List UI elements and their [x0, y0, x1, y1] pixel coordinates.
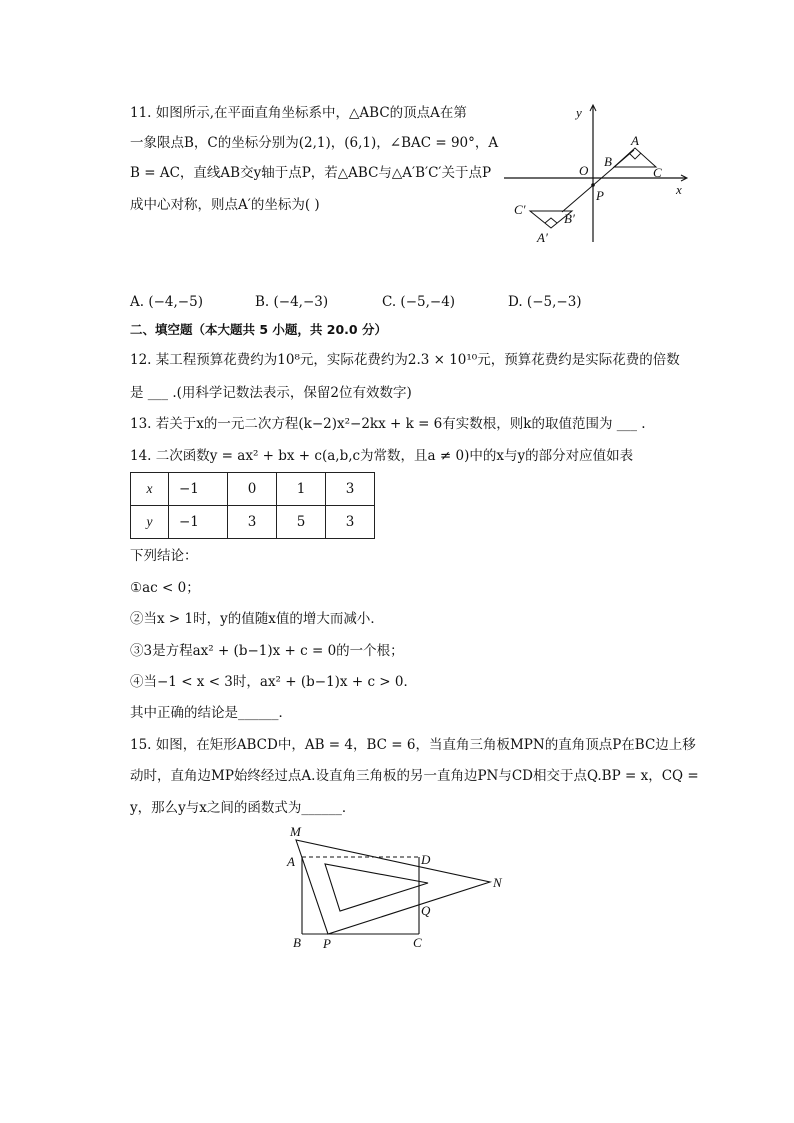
table-x-cell: 1 — [277, 473, 326, 506]
table-x-header: x — [131, 473, 169, 506]
point-a2-label: A′ — [537, 230, 548, 245]
q11-option-a[interactable]: A. (−4,−5) — [130, 294, 203, 310]
table-y-header: y — [131, 506, 169, 539]
label-b: B — [293, 935, 301, 950]
q15-line-3: y，那么y与x之间的函数式为______． — [130, 800, 356, 816]
q14-conclusion-1: ①ac < 0； — [130, 580, 200, 596]
label-q: Q — [421, 903, 431, 918]
q12-line-2: 是 ___ .(用科学记数法表示，保留2位有效数字) — [130, 385, 412, 401]
q11-option-d[interactable]: D. (−5,−3) — [508, 294, 582, 310]
section-2-title: 二、填空题（本大题共 5 小题，共 20.0 分） — [130, 322, 387, 337]
q14-conclusion-2: ②当x > 1时，y的值随x值的增大而减小． — [130, 611, 384, 627]
triangle-inner-cutout — [325, 864, 428, 911]
q15-rectangle-figure — [280, 820, 520, 955]
point-c2-label: C′ — [514, 202, 526, 217]
table-row-y — [131, 506, 375, 539]
label-c: C — [413, 935, 422, 950]
point-p — [591, 183, 595, 187]
q14-line-1: 14. 二次函数y = ax² + bx + c(a,b,c为常数，且a ≠ 0)中的x与y的部分对应值如表 — [130, 448, 634, 464]
triangle-abc — [614, 148, 656, 167]
q11-line-4: 成中心对称，则点A′的坐标为( ) — [130, 197, 320, 213]
q14-answer-line: 其中正确的结论是______． — [130, 705, 292, 721]
label-d: D — [421, 852, 431, 867]
label-m: M — [290, 824, 301, 839]
q13-text: 13. 若关于x的一元二次方程(k−2)x²−2kx + k = 6有实数根，则k的取值范围为 ___ . — [130, 416, 646, 432]
y-axis-label: y — [576, 105, 582, 120]
table-x-cell: 0 — [228, 473, 277, 506]
point-c-label: C — [653, 165, 662, 180]
point-b-label: B — [604, 154, 612, 169]
q14-conclusion-3: ③3是方程ax² + (b−1)x + c = 0的一个根； — [130, 643, 404, 659]
q14-conclusion-4: ④当−1 < x < 3时，ax² + (b−1)x + c > 0． — [130, 674, 417, 690]
triangle-mpn — [296, 840, 490, 934]
origin-label: O — [579, 163, 589, 178]
label-a: A — [287, 854, 295, 869]
q11-line-1: 11. 如图所示,在平面直角坐标系中，△ABC的顶点A在第 — [130, 105, 467, 121]
table-y-cell: −1 — [169, 506, 228, 539]
table-row-x — [131, 473, 375, 506]
q15-line-1: 15. 如图，在矩形ABCD中，AB = 4，BC = 6，当直角三角板MPN的直角顶点P在BC边上移 — [130, 737, 696, 753]
x-axis-label: x — [676, 182, 682, 197]
q12-line-1: 12. 某工程预算花费约为10⁸元，实际花费约为2.3 × 10¹⁰元，预算花费约是实际花费的倍数 — [130, 352, 680, 368]
label-n: N — [493, 875, 502, 890]
right-angle-mark-a — [629, 153, 641, 159]
table-y-cell: 3 — [228, 506, 277, 539]
q11-coordinate-figure — [500, 100, 700, 250]
table-x-cell: −1 — [169, 473, 228, 506]
q11-line-3: B = AC，直线AB交y轴于点P，若△ABC与△A′B′C′关于点P — [130, 165, 492, 181]
point-b2-label: B′ — [564, 211, 575, 226]
point-a-label: A — [631, 133, 639, 148]
right-angle-mark-a2 — [545, 218, 557, 223]
point-p-label: P — [596, 188, 604, 203]
q14-value-table — [130, 472, 375, 539]
q11-option-b[interactable]: B. (−4,−3) — [255, 294, 329, 310]
q11-line-2: 一象限点B，C的坐标分别为(2,1)，(6,1)，∠BAC = 90°，A — [130, 135, 499, 151]
q15-line-2: 动时，直角边MP始终经过点A.设直角三角板的另一直角边PN与CD相交于点Q.BP = x，CQ = — [130, 768, 699, 784]
q11-option-c[interactable]: C. (−5,−4) — [382, 294, 456, 310]
table-y-cell: 3 — [326, 506, 375, 539]
label-p: P — [323, 936, 331, 951]
table-x-cell: 3 — [326, 473, 375, 506]
table-y-cell: 5 — [277, 506, 326, 539]
q14-conclusions-label: 下列结论： — [130, 548, 198, 564]
